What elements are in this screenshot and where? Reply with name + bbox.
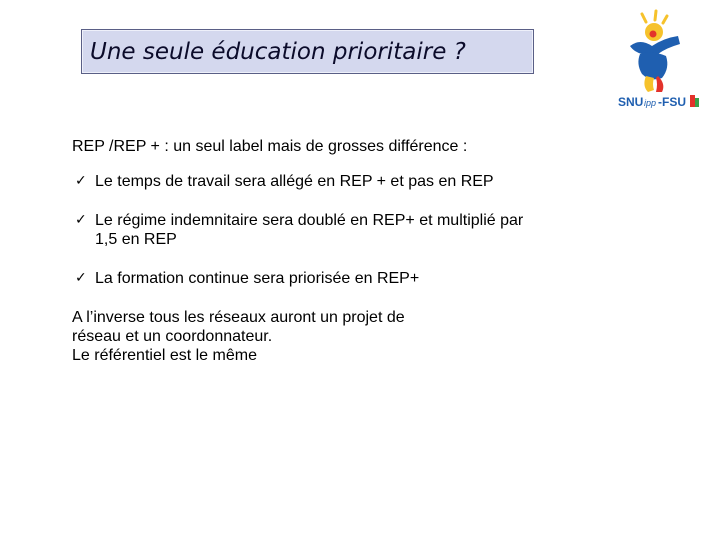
bullet-text: La formation continue sera priorisée en REP+: [95, 270, 420, 287]
logo-face: [650, 31, 657, 38]
bullet-item: [72, 269, 542, 288]
logo-sun-rays: [642, 11, 667, 23]
checkmark-icon: ✓: [75, 173, 87, 189]
checkmark-icon: ✓: [75, 212, 87, 228]
checkmark-icon: ✓: [75, 270, 87, 286]
logo-text-fsu: -FSU: [658, 95, 686, 109]
logo-flag-red: [690, 95, 695, 107]
logo-leg-left: [644, 76, 654, 92]
snuipp-fsu-logo: [612, 8, 700, 110]
logo-flag-green: [695, 98, 699, 107]
logo-text-ipp: ipp: [644, 98, 657, 108]
logo-figure: [612, 8, 700, 110]
intro-paragraph: REP /REP + : un seul label mais de grosses différence :: [72, 138, 468, 155]
closing-line: réseau et un coordonnateur.: [72, 328, 273, 345]
logo-text-snu: SNU: [618, 95, 644, 109]
slide-body: [72, 137, 542, 365]
logo-body: [638, 52, 667, 79]
closing-paragraph: [72, 308, 542, 365]
bullet-text: Le régime indemnitaire sera doublé en REP+ et multiplié par 1,5 en REP: [95, 212, 524, 248]
title-box: [81, 29, 534, 74]
closing-line: A l’inverse tous les réseaux auront un projet de: [72, 309, 405, 326]
logo-leg-right: [656, 76, 663, 92]
slide-title: Une seule éducation prioritaire ?: [90, 38, 466, 65]
bullet-item: [72, 211, 542, 249]
bullet-item: [72, 172, 542, 191]
bullet-text: Le temps de travail sera allégé en REP + et pas en REP: [95, 173, 494, 190]
closing-line: Le référentiel est le même: [72, 347, 257, 364]
